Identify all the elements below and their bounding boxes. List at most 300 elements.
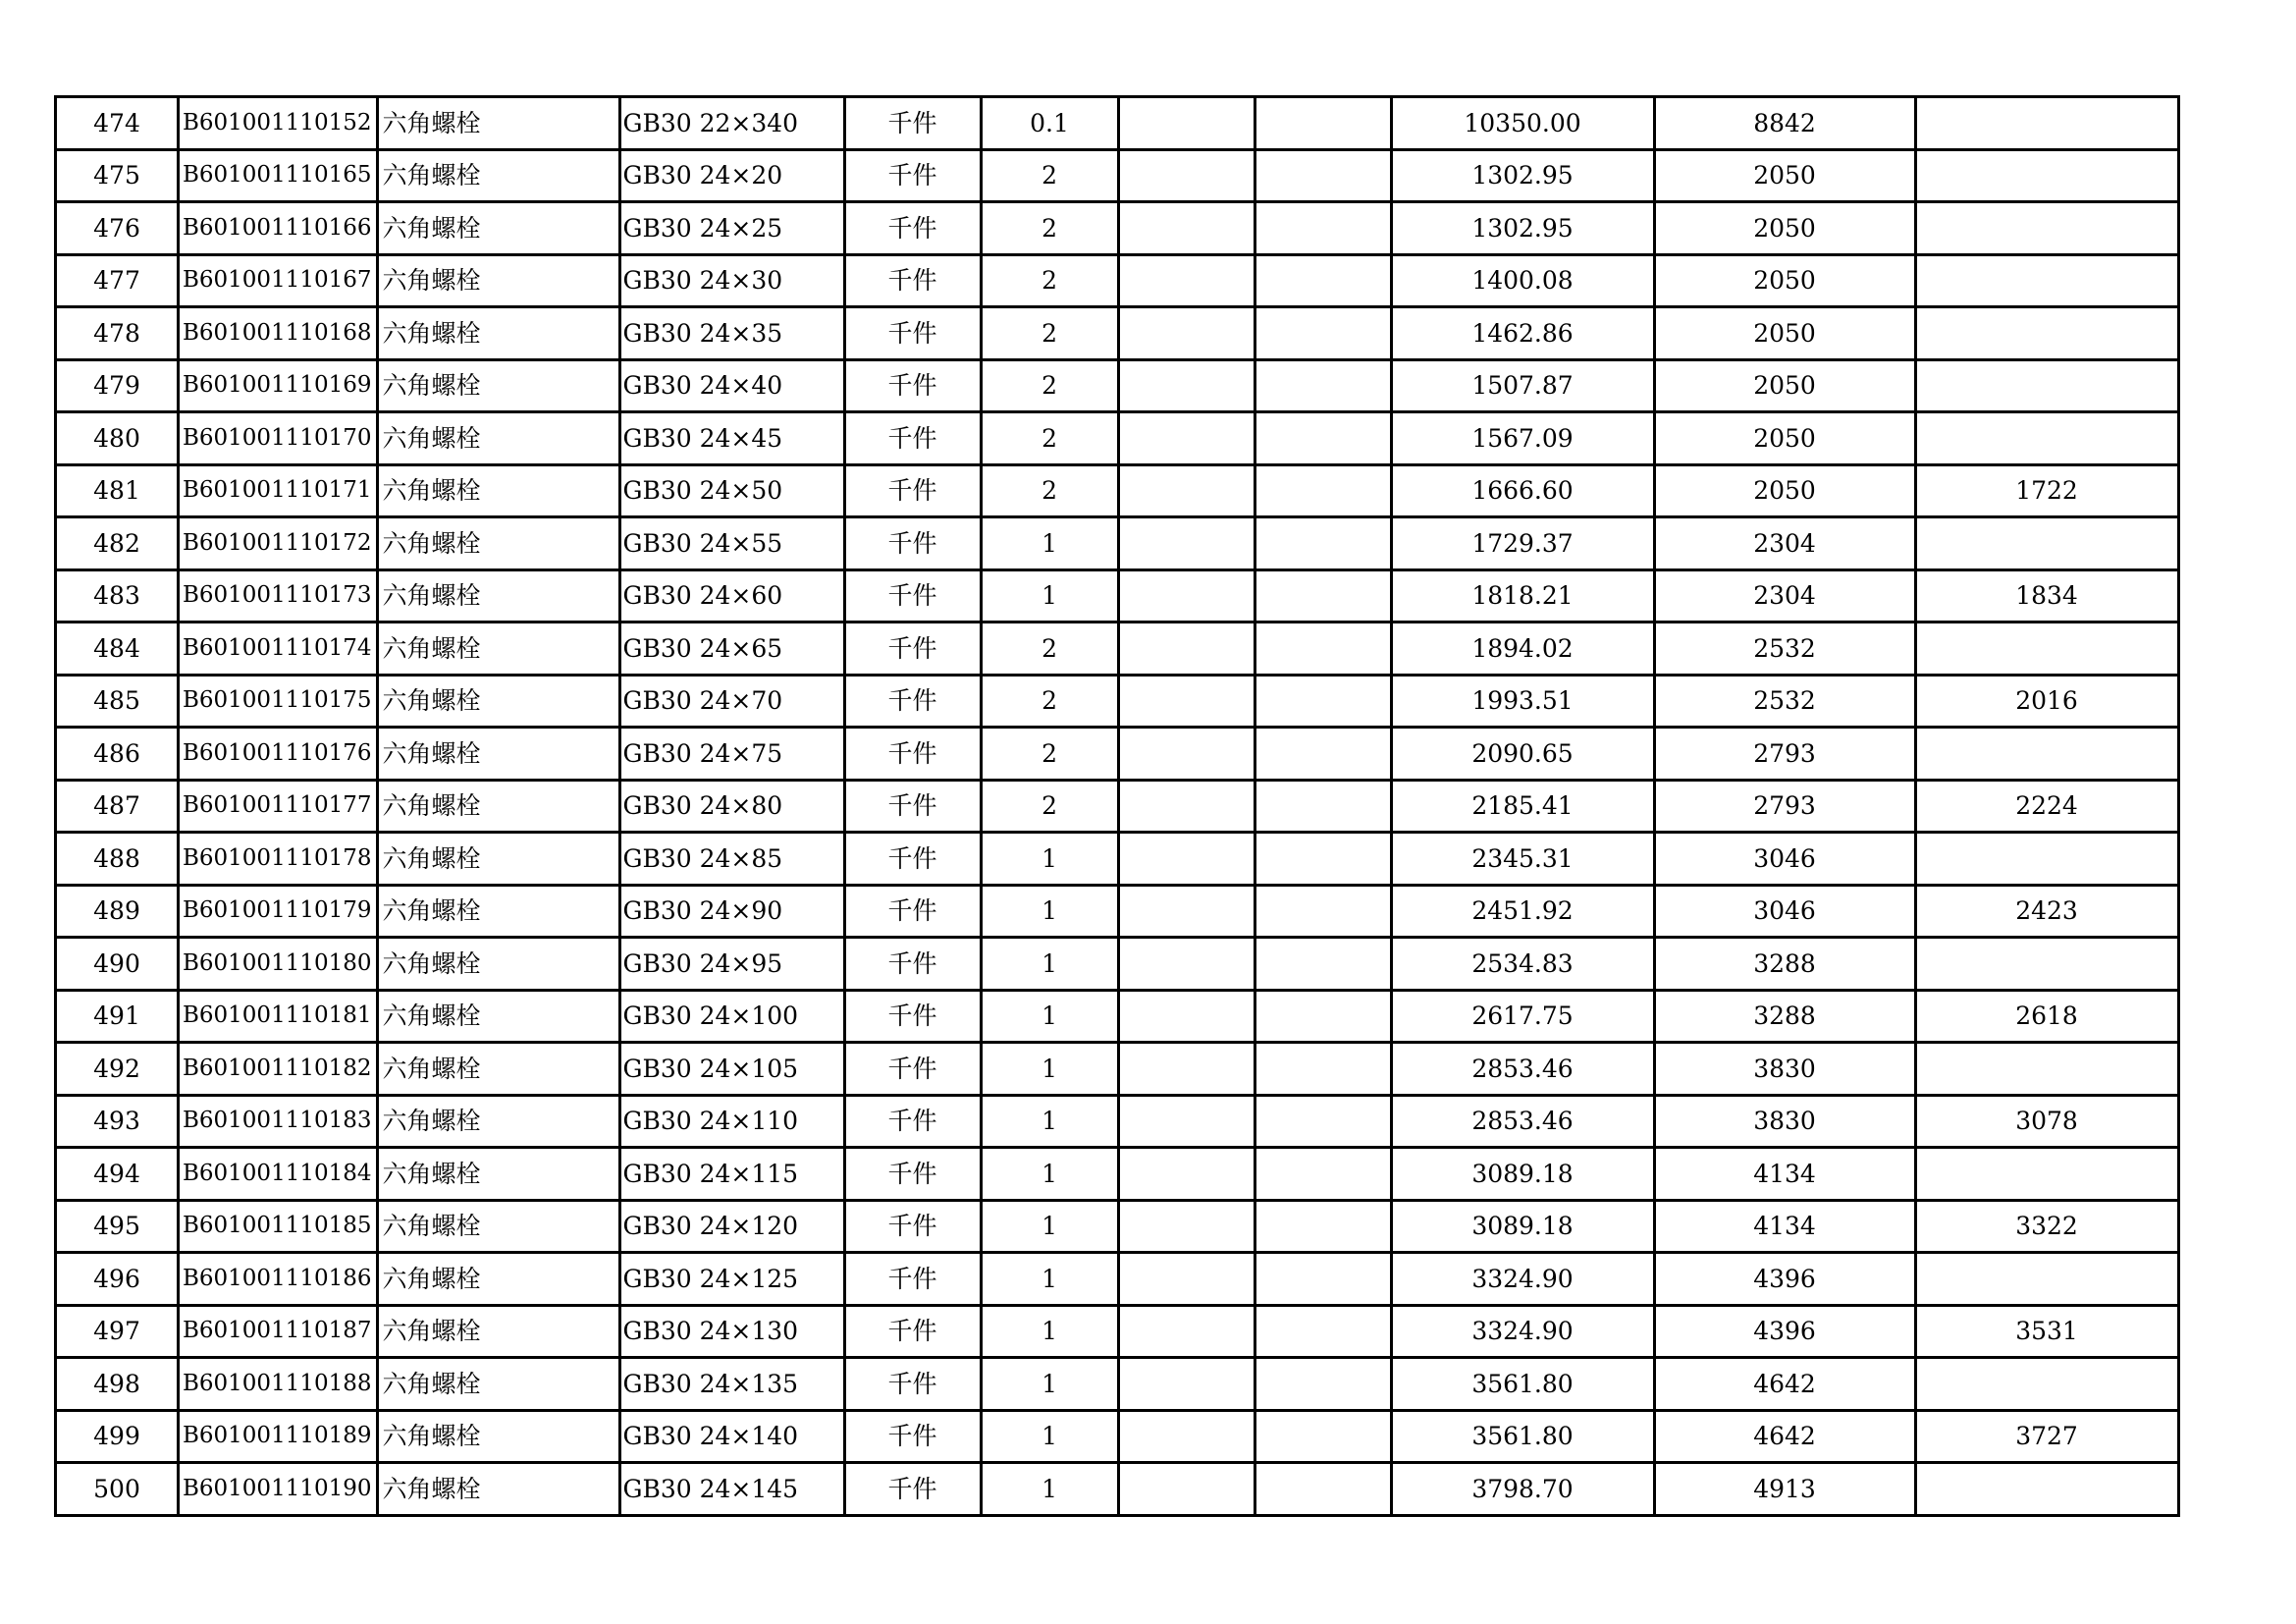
unit-cell: 千件 bbox=[844, 464, 981, 517]
seq-cell: 480 bbox=[56, 412, 179, 465]
extra-value-cell: 2016 bbox=[1915, 675, 2178, 728]
price-cell: 2534.83 bbox=[1391, 938, 1654, 991]
blank-cell bbox=[1255, 359, 1391, 412]
value-cell: 2793 bbox=[1654, 728, 1915, 781]
blank-cell bbox=[1255, 254, 1391, 307]
blank-cell bbox=[1255, 833, 1391, 886]
blank-cell bbox=[1118, 1148, 1255, 1201]
table-row bbox=[56, 254, 2179, 307]
extra-value-cell bbox=[1915, 97, 2178, 150]
extra-value-cell bbox=[1915, 1463, 2178, 1516]
blank-cell bbox=[1255, 1043, 1391, 1096]
qty-cell: 1 bbox=[981, 885, 1118, 938]
price-cell: 3561.80 bbox=[1391, 1358, 1654, 1411]
unit-cell: 千件 bbox=[844, 254, 981, 307]
name-cell: 六角螺栓 bbox=[377, 1358, 619, 1411]
seq-cell: 498 bbox=[56, 1358, 179, 1411]
code-cell: B601001110166 bbox=[179, 202, 378, 255]
unit-cell: 千件 bbox=[844, 1358, 981, 1411]
price-cell: 1302.95 bbox=[1391, 202, 1654, 255]
blank-cell bbox=[1118, 149, 1255, 202]
value-cell: 2050 bbox=[1654, 359, 1915, 412]
qty-cell: 1 bbox=[981, 1410, 1118, 1463]
blank-cell bbox=[1255, 1410, 1391, 1463]
value-cell: 3046 bbox=[1654, 833, 1915, 886]
name-cell: 六角螺栓 bbox=[377, 1305, 619, 1358]
code-cell: B601001110187 bbox=[179, 1305, 378, 1358]
seq-cell: 497 bbox=[56, 1305, 179, 1358]
price-cell: 1666.60 bbox=[1391, 464, 1654, 517]
name-cell: 六角螺栓 bbox=[377, 833, 619, 886]
qty-cell: 1 bbox=[981, 1463, 1118, 1516]
unit-cell: 千件 bbox=[844, 569, 981, 623]
unit-cell: 千件 bbox=[844, 885, 981, 938]
spec-cell: GB30 24×65 bbox=[619, 623, 844, 676]
table-row bbox=[56, 885, 2179, 938]
price-cell: 3089.18 bbox=[1391, 1148, 1654, 1201]
blank-cell bbox=[1118, 990, 1255, 1043]
value-cell: 4134 bbox=[1654, 1200, 1915, 1253]
table-row bbox=[56, 623, 2179, 676]
seq-cell: 488 bbox=[56, 833, 179, 886]
table-row bbox=[56, 1463, 2179, 1516]
value-cell: 2050 bbox=[1654, 464, 1915, 517]
code-cell: B601001110168 bbox=[179, 307, 378, 360]
value-cell: 2304 bbox=[1654, 517, 1915, 570]
spec-cell: GB30 24×95 bbox=[619, 938, 844, 991]
price-cell: 3089.18 bbox=[1391, 1200, 1654, 1253]
unit-cell: 千件 bbox=[844, 675, 981, 728]
price-cell: 3324.90 bbox=[1391, 1305, 1654, 1358]
price-cell: 1993.51 bbox=[1391, 675, 1654, 728]
unit-cell: 千件 bbox=[844, 623, 981, 676]
code-cell: B601001110174 bbox=[179, 623, 378, 676]
qty-cell: 2 bbox=[981, 412, 1118, 465]
extra-value-cell: 3078 bbox=[1915, 1095, 2178, 1148]
blank-cell bbox=[1255, 623, 1391, 676]
value-cell: 4396 bbox=[1654, 1253, 1915, 1306]
blank-cell bbox=[1118, 359, 1255, 412]
table-row bbox=[56, 412, 2179, 465]
seq-cell: 475 bbox=[56, 149, 179, 202]
blank-cell bbox=[1255, 202, 1391, 255]
seq-cell: 479 bbox=[56, 359, 179, 412]
code-cell: B601001110152 bbox=[179, 97, 378, 150]
value-cell: 3830 bbox=[1654, 1043, 1915, 1096]
table-row bbox=[56, 1410, 2179, 1463]
unit-cell: 千件 bbox=[844, 1253, 981, 1306]
price-cell: 10350.00 bbox=[1391, 97, 1654, 150]
qty-cell: 2 bbox=[981, 202, 1118, 255]
blank-cell bbox=[1118, 780, 1255, 833]
value-cell: 2050 bbox=[1654, 202, 1915, 255]
value-cell: 2050 bbox=[1654, 149, 1915, 202]
extra-value-cell: 2423 bbox=[1915, 885, 2178, 938]
unit-cell: 千件 bbox=[844, 1410, 981, 1463]
price-cell: 2853.46 bbox=[1391, 1095, 1654, 1148]
unit-cell: 千件 bbox=[844, 97, 981, 150]
table-row bbox=[56, 307, 2179, 360]
price-cell: 1462.86 bbox=[1391, 307, 1654, 360]
blank-cell bbox=[1118, 623, 1255, 676]
seq-cell: 474 bbox=[56, 97, 179, 150]
value-cell: 2532 bbox=[1654, 675, 1915, 728]
qty-cell: 1 bbox=[981, 1043, 1118, 1096]
extra-value-cell bbox=[1915, 149, 2178, 202]
extra-value-cell bbox=[1915, 517, 2178, 570]
unit-cell: 千件 bbox=[844, 202, 981, 255]
code-cell: B601001110172 bbox=[179, 517, 378, 570]
code-cell: B601001110171 bbox=[179, 464, 378, 517]
name-cell: 六角螺栓 bbox=[377, 359, 619, 412]
price-cell: 1567.09 bbox=[1391, 412, 1654, 465]
qty-cell: 1 bbox=[981, 990, 1118, 1043]
blank-cell bbox=[1118, 675, 1255, 728]
table-row bbox=[56, 1043, 2179, 1096]
extra-value-cell: 3531 bbox=[1915, 1305, 2178, 1358]
code-cell: B601001110188 bbox=[179, 1358, 378, 1411]
price-cell: 1507.87 bbox=[1391, 359, 1654, 412]
extra-value-cell bbox=[1915, 202, 2178, 255]
table-row bbox=[56, 1200, 2179, 1253]
blank-cell bbox=[1118, 202, 1255, 255]
qty-cell: 2 bbox=[981, 307, 1118, 360]
seq-cell: 486 bbox=[56, 728, 179, 781]
code-cell: B601001110182 bbox=[179, 1043, 378, 1096]
blank-cell bbox=[1118, 1358, 1255, 1411]
code-cell: B601001110185 bbox=[179, 1200, 378, 1253]
spec-cell: GB30 24×105 bbox=[619, 1043, 844, 1096]
spec-cell: GB30 24×20 bbox=[619, 149, 844, 202]
blank-cell bbox=[1118, 97, 1255, 150]
value-cell: 2050 bbox=[1654, 254, 1915, 307]
price-table bbox=[54, 95, 2180, 1517]
qty-cell: 1 bbox=[981, 1200, 1118, 1253]
seq-cell: 478 bbox=[56, 307, 179, 360]
name-cell: 六角螺栓 bbox=[377, 623, 619, 676]
code-cell: B601001110180 bbox=[179, 938, 378, 991]
extra-value-cell bbox=[1915, 307, 2178, 360]
extra-value-cell bbox=[1915, 833, 2178, 886]
value-cell: 8842 bbox=[1654, 97, 1915, 150]
extra-value-cell bbox=[1915, 623, 2178, 676]
blank-cell bbox=[1255, 1148, 1391, 1201]
name-cell: 六角螺栓 bbox=[377, 149, 619, 202]
price-cell: 1729.37 bbox=[1391, 517, 1654, 570]
table-row bbox=[56, 1358, 2179, 1411]
seq-cell: 492 bbox=[56, 1043, 179, 1096]
extra-value-cell: 2224 bbox=[1915, 780, 2178, 833]
blank-cell bbox=[1255, 780, 1391, 833]
name-cell: 六角螺栓 bbox=[377, 464, 619, 517]
name-cell: 六角螺栓 bbox=[377, 1410, 619, 1463]
code-cell: B601001110176 bbox=[179, 728, 378, 781]
code-cell: B601001110165 bbox=[179, 149, 378, 202]
blank-cell bbox=[1255, 1095, 1391, 1148]
name-cell: 六角螺栓 bbox=[377, 1200, 619, 1253]
price-cell: 2451.92 bbox=[1391, 885, 1654, 938]
code-cell: B601001110178 bbox=[179, 833, 378, 886]
code-cell: B601001110169 bbox=[179, 359, 378, 412]
qty-cell: 1 bbox=[981, 938, 1118, 991]
price-cell: 3798.70 bbox=[1391, 1463, 1654, 1516]
blank-cell bbox=[1255, 412, 1391, 465]
spec-cell: GB30 24×110 bbox=[619, 1095, 844, 1148]
spec-cell: GB30 24×45 bbox=[619, 412, 844, 465]
qty-cell: 2 bbox=[981, 780, 1118, 833]
value-cell: 2532 bbox=[1654, 623, 1915, 676]
blank-cell bbox=[1118, 885, 1255, 938]
blank-cell bbox=[1118, 1253, 1255, 1306]
spec-cell: GB30 24×120 bbox=[619, 1200, 844, 1253]
unit-cell: 千件 bbox=[844, 517, 981, 570]
price-cell: 2853.46 bbox=[1391, 1043, 1654, 1096]
seq-cell: 481 bbox=[56, 464, 179, 517]
qty-cell: 1 bbox=[981, 1358, 1118, 1411]
qty-cell: 2 bbox=[981, 728, 1118, 781]
name-cell: 六角螺栓 bbox=[377, 1148, 619, 1201]
blank-cell bbox=[1255, 1305, 1391, 1358]
value-cell: 4642 bbox=[1654, 1358, 1915, 1411]
extra-value-cell bbox=[1915, 412, 2178, 465]
value-cell: 3830 bbox=[1654, 1095, 1915, 1148]
name-cell: 六角螺栓 bbox=[377, 885, 619, 938]
table-row bbox=[56, 517, 2179, 570]
table-row bbox=[56, 675, 2179, 728]
spec-cell: GB30 24×55 bbox=[619, 517, 844, 570]
spec-cell: GB30 24×75 bbox=[619, 728, 844, 781]
name-cell: 六角螺栓 bbox=[377, 728, 619, 781]
blank-cell bbox=[1118, 517, 1255, 570]
extra-value-cell: 2618 bbox=[1915, 990, 2178, 1043]
qty-cell: 1 bbox=[981, 1253, 1118, 1306]
blank-cell bbox=[1118, 1200, 1255, 1253]
name-cell: 六角螺栓 bbox=[377, 517, 619, 570]
blank-cell bbox=[1255, 1463, 1391, 1516]
blank-cell bbox=[1255, 675, 1391, 728]
extra-value-cell bbox=[1915, 728, 2178, 781]
table-row bbox=[56, 990, 2179, 1043]
name-cell: 六角螺栓 bbox=[377, 97, 619, 150]
blank-cell bbox=[1118, 1463, 1255, 1516]
value-cell: 3288 bbox=[1654, 990, 1915, 1043]
blank-cell bbox=[1118, 728, 1255, 781]
table-row bbox=[56, 780, 2179, 833]
value-cell: 3288 bbox=[1654, 938, 1915, 991]
spec-cell: GB30 24×30 bbox=[619, 254, 844, 307]
price-cell: 2185.41 bbox=[1391, 780, 1654, 833]
spec-cell: GB30 24×50 bbox=[619, 464, 844, 517]
unit-cell: 千件 bbox=[844, 359, 981, 412]
seq-cell: 494 bbox=[56, 1148, 179, 1201]
value-cell: 2050 bbox=[1654, 307, 1915, 360]
price-cell: 1302.95 bbox=[1391, 149, 1654, 202]
code-cell: B601001110179 bbox=[179, 885, 378, 938]
qty-cell: 0.1 bbox=[981, 97, 1118, 150]
value-cell: 3046 bbox=[1654, 885, 1915, 938]
extra-value-cell bbox=[1915, 1043, 2178, 1096]
extra-value-cell bbox=[1915, 938, 2178, 991]
spec-cell: GB30 24×125 bbox=[619, 1253, 844, 1306]
name-cell: 六角螺栓 bbox=[377, 938, 619, 991]
blank-cell bbox=[1255, 517, 1391, 570]
unit-cell: 千件 bbox=[844, 149, 981, 202]
name-cell: 六角螺栓 bbox=[377, 1463, 619, 1516]
name-cell: 六角螺栓 bbox=[377, 307, 619, 360]
extra-value-cell: 1722 bbox=[1915, 464, 2178, 517]
price-cell: 3324.90 bbox=[1391, 1253, 1654, 1306]
qty-cell: 1 bbox=[981, 517, 1118, 570]
unit-cell: 千件 bbox=[844, 1463, 981, 1516]
code-cell: B601001110186 bbox=[179, 1253, 378, 1306]
price-cell: 3561.80 bbox=[1391, 1410, 1654, 1463]
table-row bbox=[56, 833, 2179, 886]
code-cell: B601001110189 bbox=[179, 1410, 378, 1463]
name-cell: 六角螺栓 bbox=[377, 202, 619, 255]
unit-cell: 千件 bbox=[844, 1305, 981, 1358]
blank-cell bbox=[1118, 938, 1255, 991]
extra-value-cell bbox=[1915, 359, 2178, 412]
name-cell: 六角螺栓 bbox=[377, 254, 619, 307]
table-row bbox=[56, 202, 2179, 255]
blank-cell bbox=[1255, 990, 1391, 1043]
qty-cell: 1 bbox=[981, 1148, 1118, 1201]
seq-cell: 499 bbox=[56, 1410, 179, 1463]
spec-cell: GB30 24×100 bbox=[619, 990, 844, 1043]
name-cell: 六角螺栓 bbox=[377, 1253, 619, 1306]
code-cell: B601001110184 bbox=[179, 1148, 378, 1201]
blank-cell bbox=[1118, 1410, 1255, 1463]
unit-cell: 千件 bbox=[844, 1043, 981, 1096]
unit-cell: 千件 bbox=[844, 990, 981, 1043]
price-cell: 2617.75 bbox=[1391, 990, 1654, 1043]
price-cell: 2345.31 bbox=[1391, 833, 1654, 886]
seq-cell: 485 bbox=[56, 675, 179, 728]
seq-cell: 500 bbox=[56, 1463, 179, 1516]
name-cell: 六角螺栓 bbox=[377, 412, 619, 465]
code-cell: B601001110173 bbox=[179, 569, 378, 623]
qty-cell: 1 bbox=[981, 1095, 1118, 1148]
qty-cell: 1 bbox=[981, 1305, 1118, 1358]
spec-cell: GB30 22×340 bbox=[619, 97, 844, 150]
spec-cell: GB30 24×25 bbox=[619, 202, 844, 255]
blank-cell bbox=[1255, 307, 1391, 360]
seq-cell: 477 bbox=[56, 254, 179, 307]
blank-cell bbox=[1118, 1095, 1255, 1148]
unit-cell: 千件 bbox=[844, 938, 981, 991]
price-cell: 1894.02 bbox=[1391, 623, 1654, 676]
qty-cell: 2 bbox=[981, 359, 1118, 412]
blank-cell bbox=[1255, 1358, 1391, 1411]
blank-cell bbox=[1118, 1305, 1255, 1358]
value-cell: 2304 bbox=[1654, 569, 1915, 623]
value-cell: 4913 bbox=[1654, 1463, 1915, 1516]
blank-cell bbox=[1118, 464, 1255, 517]
table-row bbox=[56, 569, 2179, 623]
table-row bbox=[56, 1305, 2179, 1358]
spec-cell: GB30 24×85 bbox=[619, 833, 844, 886]
spec-cell: GB30 24×145 bbox=[619, 1463, 844, 1516]
blank-cell bbox=[1255, 938, 1391, 991]
unit-cell: 千件 bbox=[844, 1148, 981, 1201]
unit-cell: 千件 bbox=[844, 307, 981, 360]
table-row bbox=[56, 1148, 2179, 1201]
code-cell: B601001110183 bbox=[179, 1095, 378, 1148]
unit-cell: 千件 bbox=[844, 833, 981, 886]
blank-cell bbox=[1255, 464, 1391, 517]
name-cell: 六角螺栓 bbox=[377, 675, 619, 728]
price-cell: 2090.65 bbox=[1391, 728, 1654, 781]
extra-value-cell bbox=[1915, 1148, 2178, 1201]
seq-cell: 496 bbox=[56, 1253, 179, 1306]
seq-cell: 482 bbox=[56, 517, 179, 570]
code-cell: B601001110167 bbox=[179, 254, 378, 307]
table-row bbox=[56, 728, 2179, 781]
seq-cell: 491 bbox=[56, 990, 179, 1043]
blank-cell bbox=[1255, 885, 1391, 938]
spec-cell: GB30 24×60 bbox=[619, 569, 844, 623]
code-cell: B601001110175 bbox=[179, 675, 378, 728]
unit-cell: 千件 bbox=[844, 780, 981, 833]
name-cell: 六角螺栓 bbox=[377, 780, 619, 833]
qty-cell: 2 bbox=[981, 623, 1118, 676]
extra-value-cell: 3322 bbox=[1915, 1200, 2178, 1253]
seq-cell: 483 bbox=[56, 569, 179, 623]
unit-cell: 千件 bbox=[844, 1200, 981, 1253]
table-body bbox=[56, 97, 2179, 1516]
name-cell: 六角螺栓 bbox=[377, 569, 619, 623]
table-row bbox=[56, 97, 2179, 150]
blank-cell bbox=[1118, 254, 1255, 307]
extra-value-cell bbox=[1915, 1358, 2178, 1411]
code-cell: B601001110190 bbox=[179, 1463, 378, 1516]
code-cell: B601001110181 bbox=[179, 990, 378, 1043]
table-row bbox=[56, 1095, 2179, 1148]
blank-cell bbox=[1255, 97, 1391, 150]
blank-cell bbox=[1255, 728, 1391, 781]
value-cell: 2050 bbox=[1654, 412, 1915, 465]
blank-cell bbox=[1255, 569, 1391, 623]
extra-value-cell: 3727 bbox=[1915, 1410, 2178, 1463]
spec-cell: GB30 24×80 bbox=[619, 780, 844, 833]
blank-cell bbox=[1118, 412, 1255, 465]
qty-cell: 2 bbox=[981, 149, 1118, 202]
value-cell: 2793 bbox=[1654, 780, 1915, 833]
blank-cell bbox=[1118, 1043, 1255, 1096]
extra-value-cell bbox=[1915, 254, 2178, 307]
blank-cell bbox=[1118, 833, 1255, 886]
seq-cell: 484 bbox=[56, 623, 179, 676]
price-cell: 1400.08 bbox=[1391, 254, 1654, 307]
table-row bbox=[56, 1253, 2179, 1306]
extra-value-cell: 1834 bbox=[1915, 569, 2178, 623]
name-cell: 六角螺栓 bbox=[377, 1095, 619, 1148]
spec-cell: GB30 24×70 bbox=[619, 675, 844, 728]
code-cell: B601001110177 bbox=[179, 780, 378, 833]
extra-value-cell bbox=[1915, 1253, 2178, 1306]
name-cell: 六角螺栓 bbox=[377, 990, 619, 1043]
table-row bbox=[56, 149, 2179, 202]
qty-cell: 1 bbox=[981, 569, 1118, 623]
blank-cell bbox=[1118, 569, 1255, 623]
qty-cell: 2 bbox=[981, 254, 1118, 307]
name-cell: 六角螺栓 bbox=[377, 1043, 619, 1096]
seq-cell: 495 bbox=[56, 1200, 179, 1253]
qty-cell: 2 bbox=[981, 464, 1118, 517]
qty-cell: 1 bbox=[981, 833, 1118, 886]
blank-cell bbox=[1255, 1253, 1391, 1306]
spec-cell: GB30 24×130 bbox=[619, 1305, 844, 1358]
